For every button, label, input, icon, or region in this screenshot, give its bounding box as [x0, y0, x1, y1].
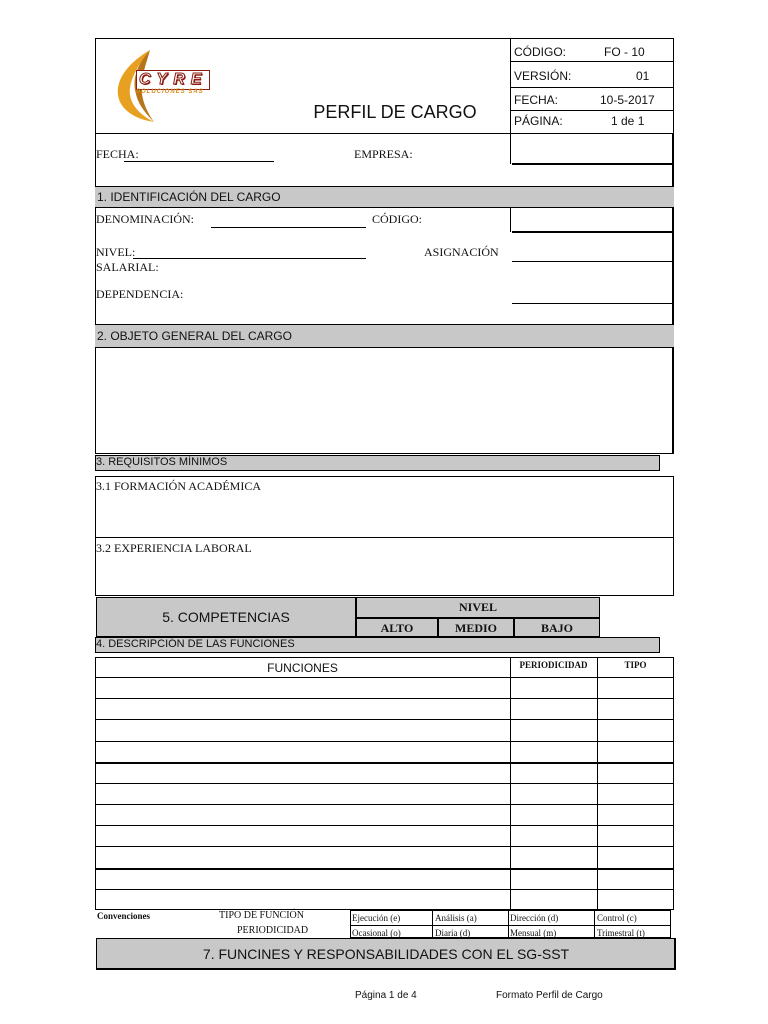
- meta-version-label: VERSIÓN:: [514, 69, 572, 83]
- tipo-direccion: Dirección (d): [510, 913, 559, 923]
- objeto-general-textarea[interactable]: [96, 349, 672, 453]
- page-title: PERFIL DE CARGO: [313, 102, 477, 122]
- codigo-label: CÓDIGO:: [372, 212, 422, 226]
- competencias-title: 5. COMPETENCIAS: [162, 609, 290, 625]
- asignacion-input-line[interactable]: [512, 261, 674, 262]
- nivel-label: NIVEL: [458, 600, 497, 614]
- section1-title: 1. IDENTIFICACIÓN DEL CARGO: [97, 190, 281, 204]
- table-row[interactable]: [95, 804, 674, 805]
- col-funciones: FUNCIONES: [267, 661, 338, 675]
- nivel-label: NIVEL:: [96, 245, 136, 259]
- table-row[interactable]: [95, 889, 674, 890]
- meta-pagina-value: 1 de 1: [611, 114, 645, 128]
- table-row[interactable]: [95, 762, 674, 764]
- nivel-alto: ALTO: [380, 621, 414, 635]
- table-row[interactable]: [95, 783, 674, 784]
- asignacion-label: ASIGNACIÓN: [424, 245, 499, 259]
- periodicidad-label: PERIODICIDAD: [237, 925, 309, 936]
- meta-fecha-label: FECHA:: [514, 93, 559, 107]
- logo-letters: [136, 70, 216, 90]
- denominacion-label: DENOMINACIÓN:: [96, 212, 194, 226]
- section7-title: 7. FUNCINES Y RESPONSABILIDADES CON EL SG-SST: [202, 946, 570, 962]
- dependencia-input-line[interactable]: [512, 303, 674, 304]
- meta-codigo-value: FO - 10: [604, 45, 645, 59]
- meta-fecha-value: 10-5-2017: [600, 93, 655, 107]
- meta-codigo-label: CÓDIGO:: [514, 45, 567, 59]
- footer-format: Formato Perfil de Cargo: [496, 990, 603, 1001]
- tipo-funcion-label: TIPO DE FUNCIÓN: [219, 910, 304, 921]
- logo-subtext: SOLUCIONES SAS: [136, 89, 204, 95]
- meta-pagina-label: PÁGINA:: [514, 114, 563, 128]
- meta-version-value: 01: [636, 69, 650, 83]
- periodo-ocasional: Ocasional (o): [352, 928, 401, 938]
- experiencia-field[interactable]: [96, 557, 672, 595]
- table-row[interactable]: [95, 741, 674, 742]
- periodo-diaria: Diaria (d): [435, 928, 471, 938]
- tipo-ejecucion: Ejecución (e): [352, 913, 401, 923]
- nivel-input-line[interactable]: [133, 258, 366, 259]
- dependencia-label: DEPENDENCIA:: [96, 287, 184, 301]
- periodo-trimestral: Trimestral (t): [597, 928, 645, 938]
- empresa-label: EMPRESA:: [354, 147, 413, 161]
- denominacion-input-line[interactable]: [211, 227, 366, 228]
- experiencia-label: 3.2 EXPERIENCIA LABORAL: [96, 541, 252, 555]
- col-tipo: TIPO: [624, 660, 647, 670]
- table-row[interactable]: [95, 868, 674, 870]
- footer-page: Página 1 de 4: [355, 990, 417, 1001]
- periodo-mensual: Mensual (m): [510, 928, 557, 938]
- nivel-medio: MEDIO: [455, 621, 497, 635]
- codigo-input-line[interactable]: [512, 231, 674, 233]
- table-row[interactable]: [95, 698, 674, 699]
- tipo-control: Control (c): [597, 913, 637, 923]
- col-periodicidad: PERIODICIDAD: [519, 660, 588, 670]
- table-row[interactable]: [95, 719, 674, 720]
- convenciones-label: Convenciones: [97, 911, 151, 921]
- table-row[interactable]: [95, 846, 674, 847]
- fecha-input-line[interactable]: [124, 161, 274, 162]
- table-row[interactable]: [95, 825, 674, 826]
- tipo-analisis: Análisis (a): [435, 913, 477, 923]
- header-divider: [510, 38, 511, 134]
- nivel-bajo: BAJO: [540, 621, 573, 635]
- empresa-input-line[interactable]: [512, 163, 674, 165]
- fecha-label: FECHA:: [96, 147, 139, 161]
- salarial-label: SALARIAL:: [96, 260, 159, 274]
- formacion-field[interactable]: [96, 495, 672, 535]
- section3-title: 3. REQUISITOS MÍNIMOS: [96, 456, 228, 468]
- section4-title: 4. DESCRIPCIÓN DE LAS FUNCIONES: [96, 638, 295, 650]
- formacion-label: 3.1 FORMACIÓN ACADÉMICA: [96, 479, 262, 493]
- section2-title: 2. OBJETO GENERAL DEL CARGO: [97, 329, 292, 343]
- logo-text: CYRE: [136, 70, 210, 90]
